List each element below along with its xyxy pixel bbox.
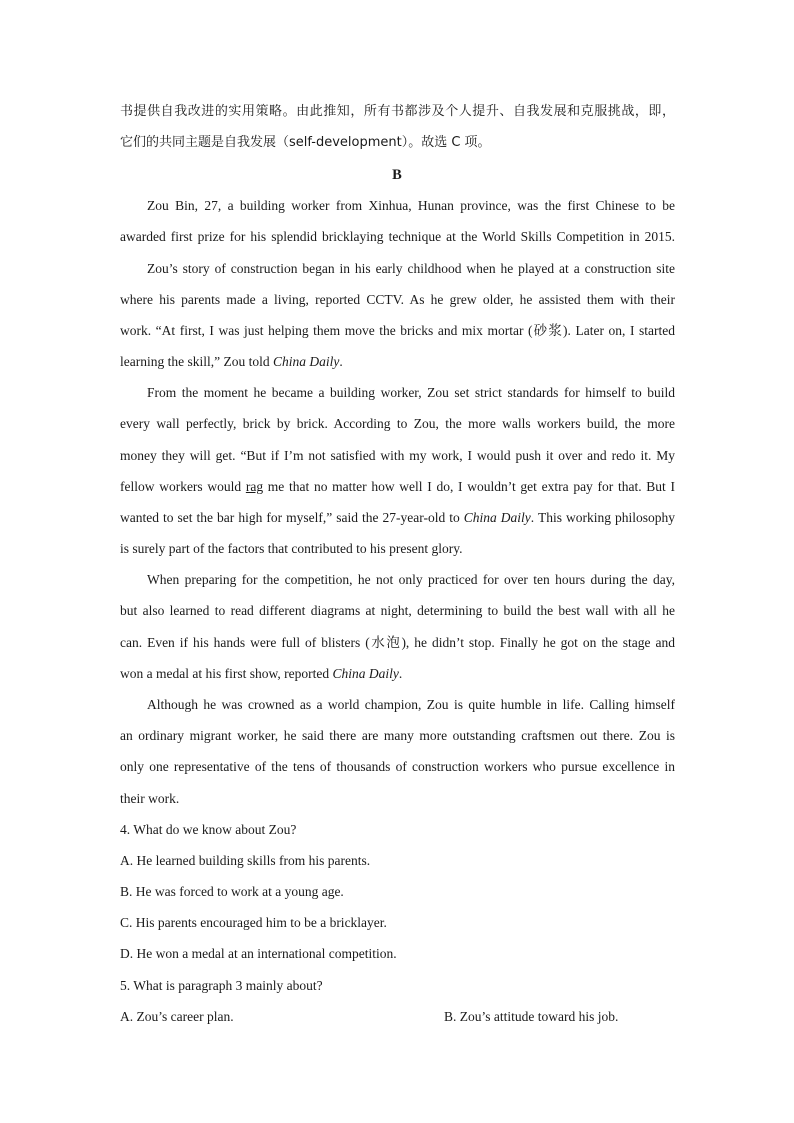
question-4-option-d[interactable]: D. He won a medal at an international competition.	[120, 946, 397, 961]
passage-p3-line-2: every wall perfectly, brick by brick. According to Zou, the more walls workers build, the more	[120, 416, 675, 431]
newspaper-name: China Daily	[463, 510, 531, 525]
question-4-option-c[interactable]: C. His parents encouraged him to be a bricklayer.	[120, 915, 387, 930]
question-4-stem: 4. What do we know about Zou?	[120, 822, 297, 837]
passage-p4-line-4: won a medal at his first show, reported China Daily.	[120, 666, 403, 681]
newspaper-name: China Daily	[332, 666, 399, 681]
underlined-word: rag	[245, 479, 264, 494]
passage-p3-line-5: wanted to set the bar high for myself,” said the 27-year-old to China Daily. This working philosophy	[120, 510, 675, 525]
question-4-option-a[interactable]: A. He learned building skills from his parents.	[120, 853, 371, 868]
passage-p3-line-4: fellow workers would rag me that no matter how well I do, I wouldn’t get extra pay for that. But I	[120, 479, 675, 494]
passage-p1-line-1: Zou Bin, 27, a building worker from Xinhua, Hunan province, was the first Chinese to be	[147, 198, 675, 213]
passage-p4-line-1: When preparing for the competition, he not only practiced for over ten hours during the day,	[147, 572, 675, 587]
passage-p4-line-3: can. Even if his hands were full of blisters (水泡), he didn’t stop. Finally he got on the stage and	[120, 635, 675, 650]
question-5-stem: 5. What is paragraph 3 mainly about?	[120, 978, 323, 993]
passage-p2-line-3: work. “At first, I was just helping them move the bricks and mix mortar (砂浆). Later on, I started	[120, 323, 675, 338]
passage-p3-line-6: is surely part of the factors that contributed to his present glory.	[120, 541, 463, 556]
question-4-option-b[interactable]: B. He was forced to work at a young age.	[120, 884, 344, 899]
passage-p2-line-2: where his parents made a living, reported CCTV. As he grew older, he assisted them with their	[120, 292, 675, 307]
passage-p2-line-4: learning the skill,” Zou told China Daily.	[120, 354, 343, 369]
passage-p1-line-2: awarded first prize for his splendid bricklaying technique at the World Skills Competition in 2015.	[120, 229, 675, 244]
intro-line-2: 它们的共同主题是自我发展（self-development）。故选 C 项。	[120, 135, 491, 150]
question-5-option-a[interactable]: A. Zou’s career plan.	[120, 1009, 234, 1024]
passage-p5-line-4: their work.	[120, 791, 180, 806]
passage-p5-line-3: only one representative of the tens of thousands of construction workers who pursue excellence in	[120, 759, 675, 774]
passage-p5-line-2: an ordinary migrant worker, he said there are many more outstanding craftsmen out there. Zou is	[120, 728, 675, 743]
passage-p4-line-2: but also learned to read different diagrams at night, determining to build the best wall with all he	[120, 603, 675, 618]
passage-p5-line-1: Although he was crowned as a world champion, Zou is quite humble in life. Calling himself	[147, 697, 675, 712]
section-title: B	[392, 167, 402, 183]
newspaper-name: China Daily	[272, 354, 340, 369]
intro-line-1: 书提供自我改进的实用策略。由此推知，所有书都涉及个人提升、自我发展和克服挑战，即，	[120, 104, 675, 119]
passage-p2-line-1: Zou’s story of construction began in his early childhood when he played at a construction site	[147, 261, 675, 276]
passage-p3-line-1: From the moment he became a building worker, Zou set strict standards for himself to build	[147, 385, 675, 400]
passage-p3-line-3: money they will get. “But if I’m not satisfied with my work, I would push it over and redo it. My	[120, 448, 675, 463]
question-5-option-b[interactable]: B. Zou’s attitude toward his job.	[444, 1009, 619, 1024]
